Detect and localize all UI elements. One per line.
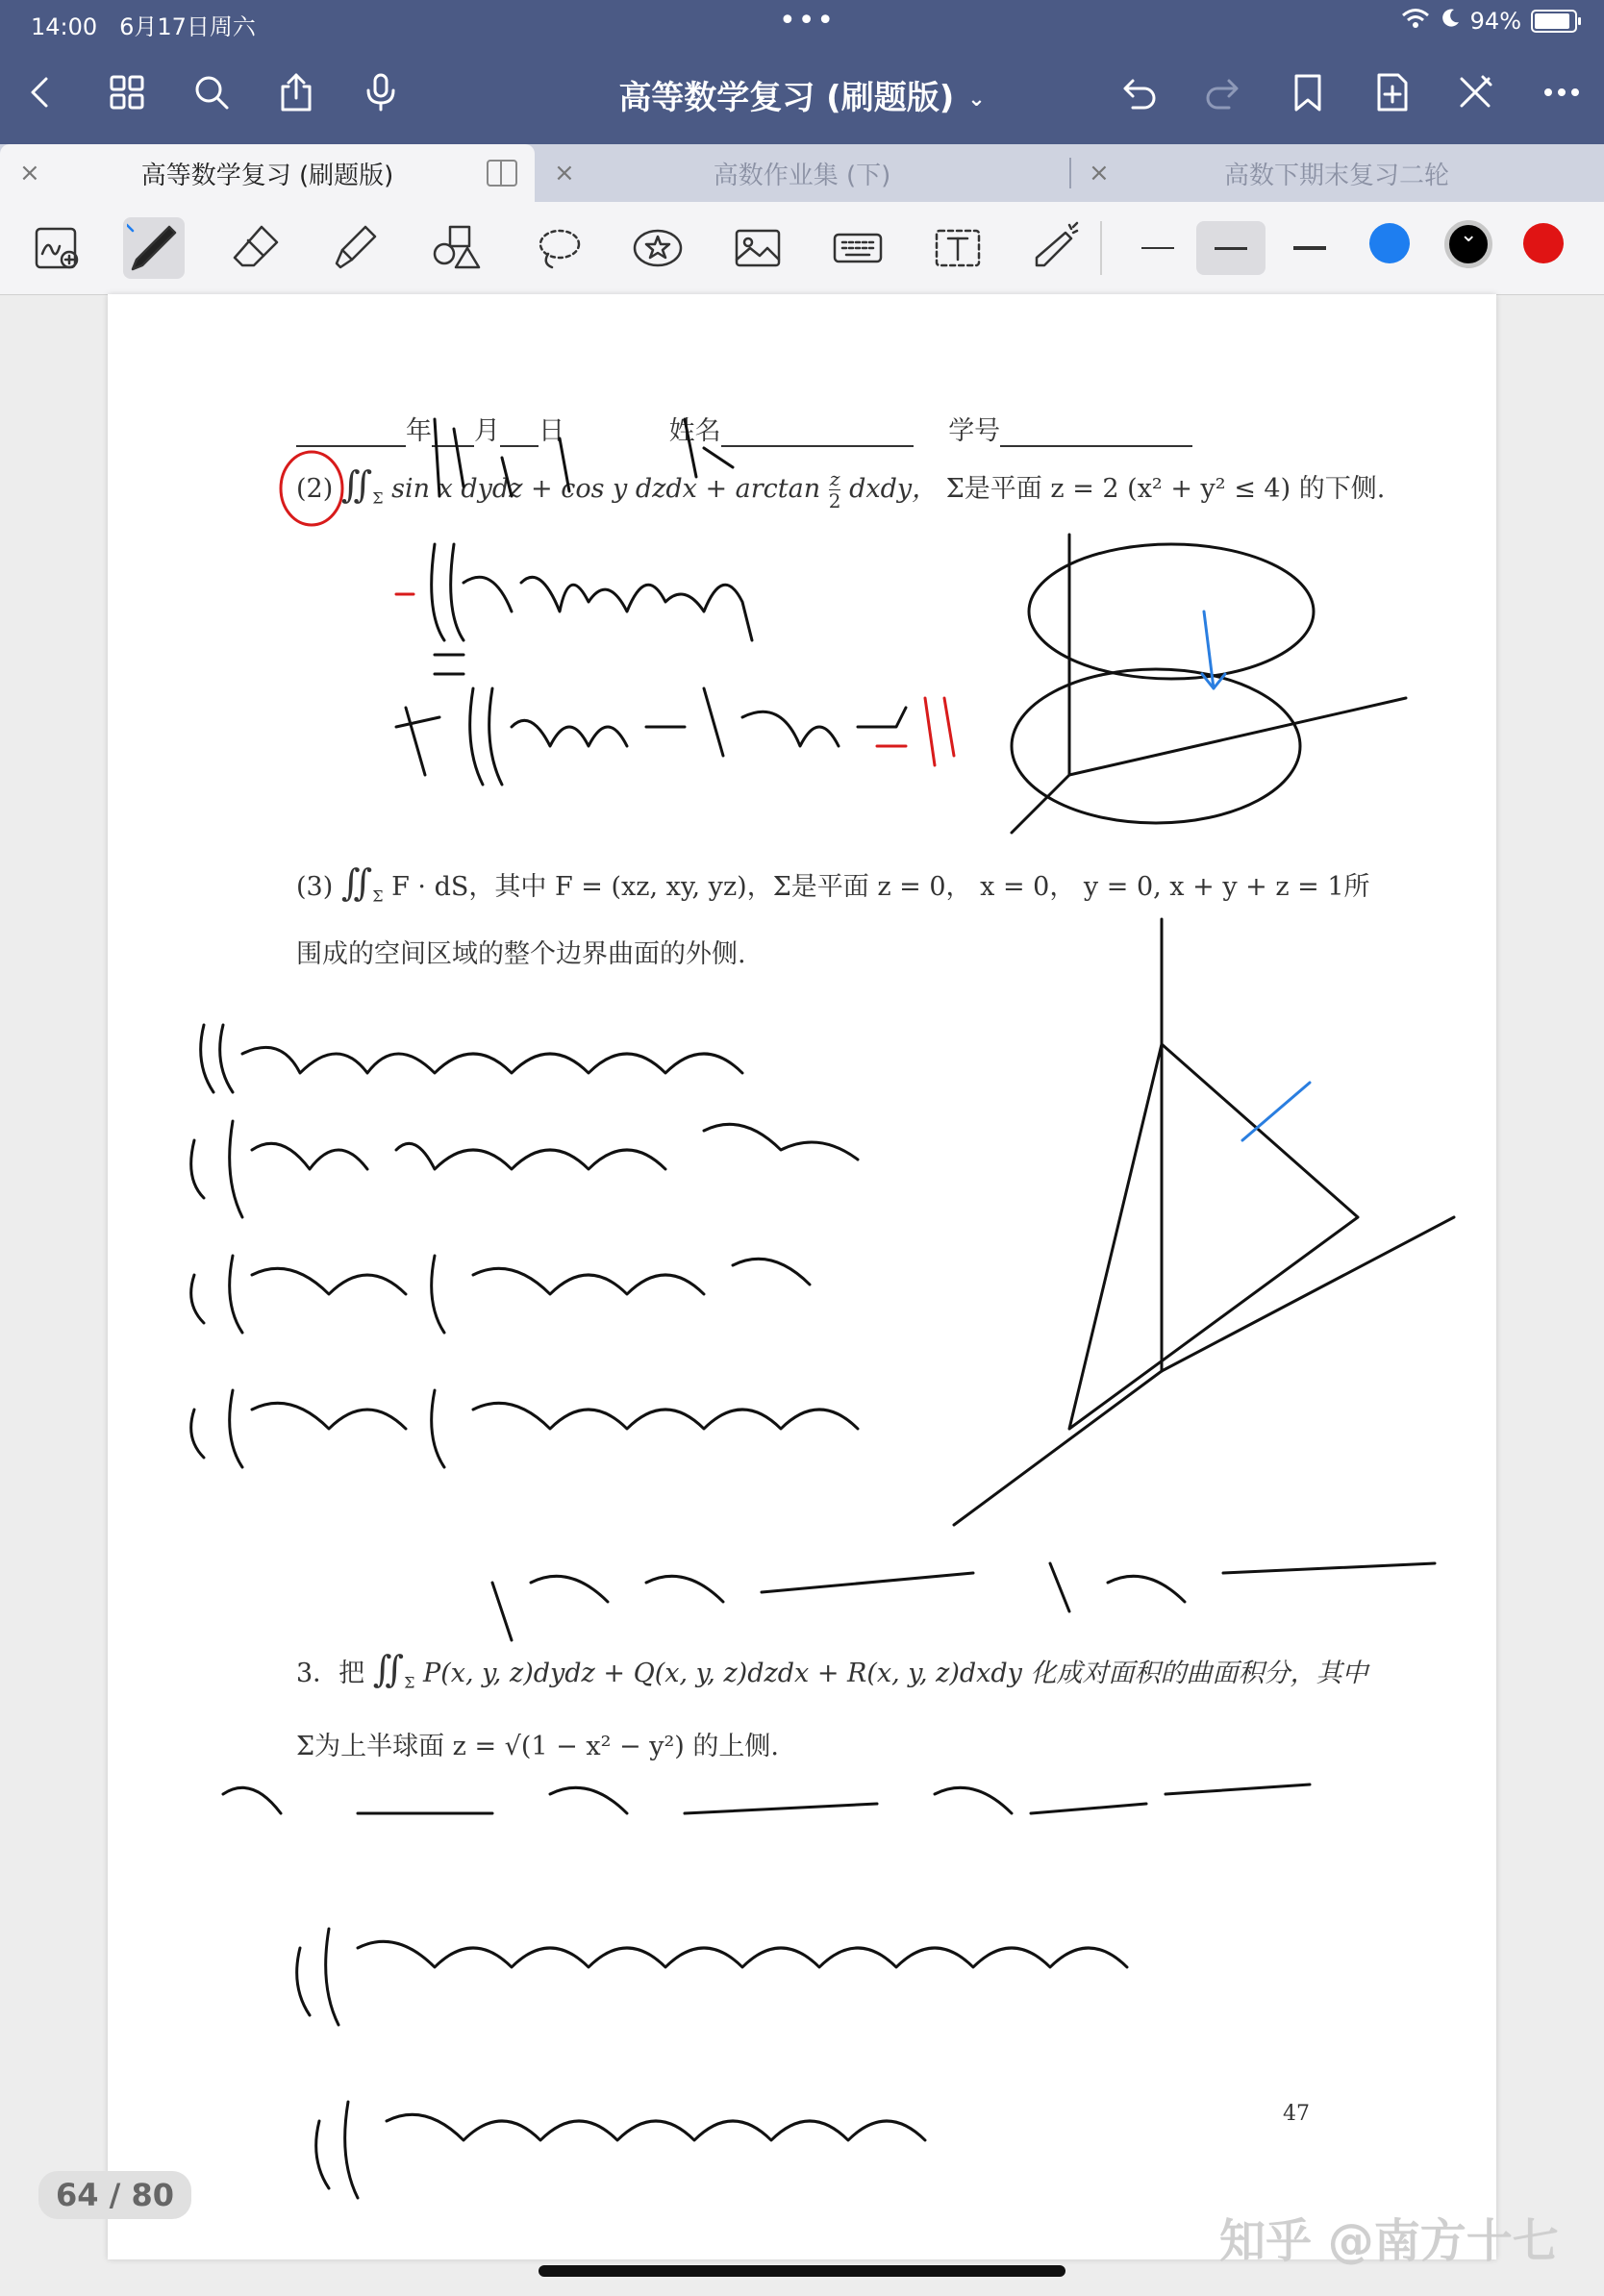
shape-tool[interactable] [425,217,487,279]
ink-scribble [435,419,733,496]
ink-y-axis [1069,698,1406,775]
laser-pointer-tool[interactable] [1023,217,1085,279]
keyboard-tool[interactable] [827,217,889,279]
color-blue[interactable] [1369,223,1410,263]
red-circle-annotation [281,452,342,525]
ink-integral-3 [201,1025,742,1092]
problem-3-line2: 围成的空间区域的整个边界曲面的外侧. [296,939,746,969]
image-tool[interactable] [727,217,789,279]
ink-x-axis-2 [954,1371,1162,1525]
page-count-badge: 64 / 80 [38,2171,191,2219]
watermark: 知乎 @南方十七 [1219,2214,1559,2268]
ink-y-axis-2 [1162,1217,1454,1371]
stroke-thick[interactable] [1275,221,1344,275]
highlighter-tool[interactable] [323,217,385,279]
app-header [0,0,1604,144]
stroke-medium-icon [1215,247,1247,250]
handwriting-ink [108,294,1496,2259]
text-box-icon [931,221,985,275]
tab-3[interactable] [1069,144,1604,202]
ink-eq-3 [191,1390,858,1467]
status-bar [0,4,1604,40]
more-button[interactable] [1535,65,1589,119]
ink-tetrahedron [1069,1044,1358,1429]
handwriting-tool[interactable] [27,217,88,279]
undo-button[interactable] [1112,65,1165,119]
split-view-icon[interactable] [487,160,517,187]
sticker-icon [631,221,685,275]
bookmark-icon [1287,71,1329,113]
question-3-line2: Σ为上半球面 z = √(1 − x² − y²) 的上侧. [296,1732,780,1761]
tab-label: 高等数学复习 (刷题版) [140,161,394,190]
stroke-thin[interactable] [1123,221,1192,275]
stroke-thick-icon [1293,246,1326,250]
ink-integral-1 [432,544,752,640]
close-tab-icon[interactable]: × [19,159,40,187]
ink-line-2 [396,688,906,785]
ink-blue-normal [1242,1083,1310,1140]
close-tab-icon[interactable]: × [554,159,575,187]
ink-red-pi [877,698,954,765]
tab-label: 高数作业集 (下) [713,161,891,190]
ink-q3-result [316,2102,925,2198]
home-indicator[interactable] [539,2265,1065,2277]
keyboard-icon [831,221,885,275]
status-time: 14:00 6月17日周六 [31,13,256,40]
handwriting-icon [31,221,85,275]
stroke-thin-icon [1141,247,1174,249]
page-number: 47 [1283,2102,1310,2126]
add-page-icon [1371,71,1414,113]
image-icon [731,221,785,275]
ink-q3-line1 [492,1563,1435,1640]
problem-3: (3) $∬_\Sigma$ F · dS，其中 F = (xz, xy, yz)，Σ是平面 z = 0， x = 0， y = 0, x + y + z = 1所 [296,861,1370,906]
document-title[interactable]: 高等数学复习 (刷题版) ⌄ [618,79,986,117]
question-3: 3．把 $∬_\Sigma$ P(x, y, z)dydz + Q(x, y, z)dzdx + R(x, y, z)dxdy 化成对面积的曲面积分，其中 [296,1648,1368,1692]
close-editing-button[interactable] [1448,65,1502,119]
wifi-icon [1401,8,1430,35]
ink-sigma-1 [435,655,464,674]
more-icon [1541,71,1583,113]
ink-q3-integral [297,1929,1127,2025]
multitask-dots[interactable]: ••• [779,4,837,37]
document-page[interactable] [108,294,1496,2259]
color-red[interactable] [1523,223,1564,263]
page-header: 年 月 日 姓名 学号 [296,410,1192,447]
pen-tool[interactable] [123,217,185,279]
moon-icon [1440,8,1461,35]
drawing-toolbar [0,202,1604,295]
eraser-icon [229,221,283,275]
redo-button[interactable] [1196,65,1250,119]
battery-icon [1531,10,1577,33]
laser-pointer-icon [1027,221,1081,275]
add-page-button[interactable] [1366,65,1419,119]
problem-2: (2) $∬_\Sigma$ sin x dydz + cos y dzdx + arctan $\frac{z}{2}$ dxdy， Σ是平面 z = 2 (x² + y² ≤ 4) 的下侧. [296,463,1386,512]
eraser-tool[interactable] [225,217,287,279]
tab-1[interactable] [0,144,535,202]
status-right [1401,8,1577,35]
text-tool[interactable] [927,217,989,279]
chevron-down-icon: ⌄ [967,87,986,112]
ink-q3-partials [223,1784,1310,1813]
ink-cylinder-top [1029,544,1314,679]
ink-eq-1 [191,1121,858,1217]
stroke-medium[interactable] [1196,221,1266,275]
toolbar-separator [1100,221,1102,275]
redo-icon [1202,71,1244,113]
ink-eq-2 [191,1256,810,1333]
close-tab-icon[interactable]: × [1089,159,1110,187]
lasso-tool[interactable] [527,217,589,279]
pen-close-icon [1454,71,1496,113]
shapes-icon [429,221,483,275]
battery-level: 94% [1469,8,1521,35]
tab-label: 高数下期末复习二轮 [1223,161,1449,190]
nav-bar [0,58,1604,125]
tab-bar [0,144,1604,202]
ink-cylinder-bottom [1012,669,1300,823]
sticker-tool[interactable] [627,217,689,279]
color-black[interactable] [1444,220,1492,268]
highlighter-icon [327,221,381,275]
tab-2[interactable] [535,144,1069,202]
pen-icon [127,221,181,275]
bookmark-button[interactable] [1281,65,1335,119]
lasso-icon [531,221,585,275]
undo-icon [1117,71,1160,113]
